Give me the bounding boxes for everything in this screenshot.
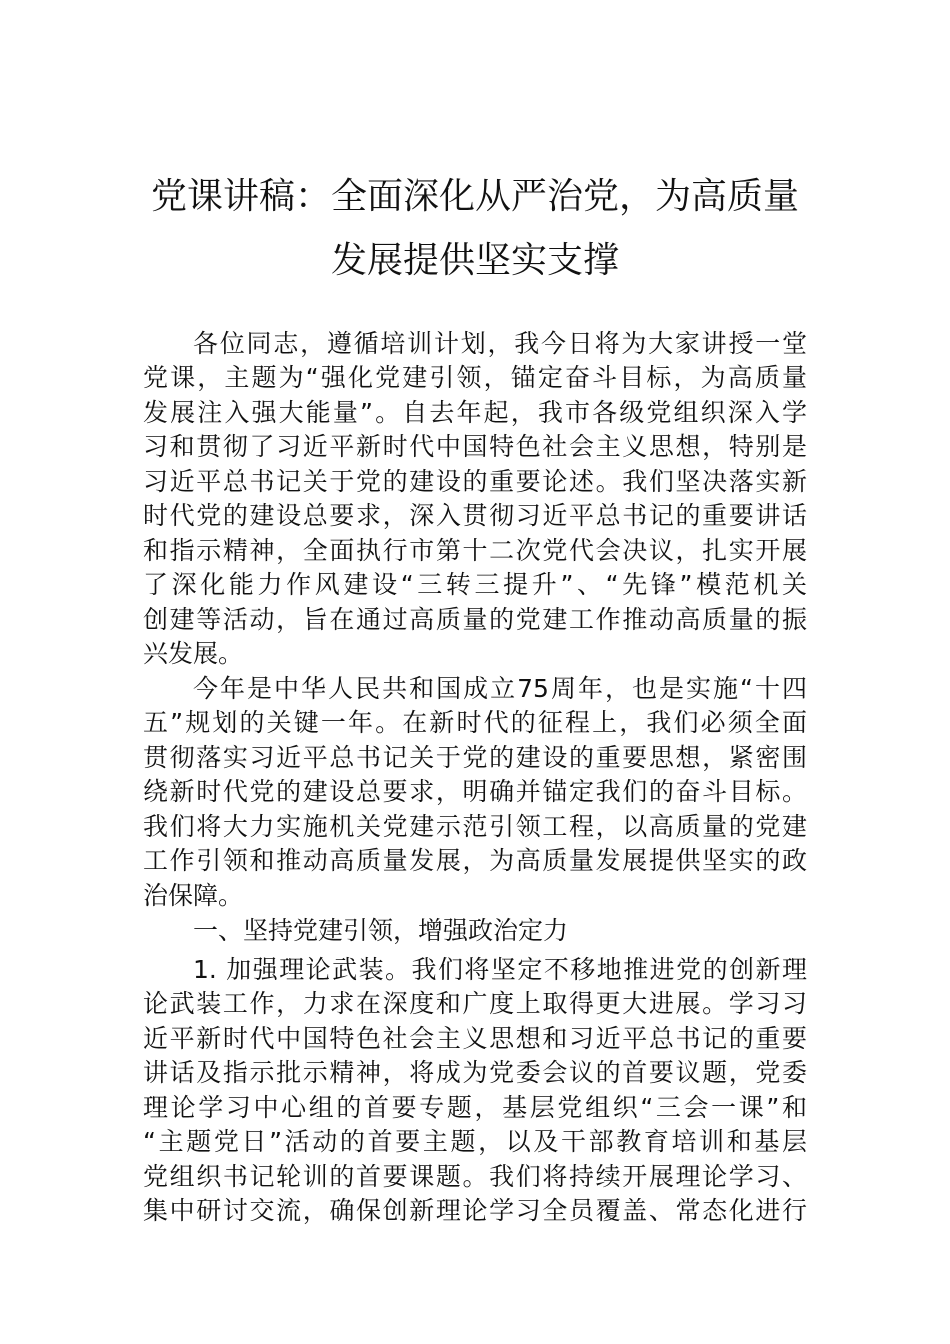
body-line: 讲话及指示批示精神，将成为党委会议的首要议题，党委 — [143, 1058, 807, 1087]
document-title-line-2: 发展提供坚实支撑 — [330, 240, 619, 281]
body-line: 五”规划的关键一年。在新时代的征程上，我们必须全面 — [143, 708, 807, 737]
body-line: 近平新时代中国特色社会主义思想和习近平总书记的重要 — [143, 1024, 807, 1053]
body-line: 1. 加强理论武装。我们将坚定不移地推进党的创新理 — [193, 955, 807, 984]
body-line: 党组织书记轮训的首要课题。我们将持续开展理论学习、 — [143, 1162, 807, 1191]
body-line: 创建等活动，旨在通过高质量的党建工作推动高质量的振 — [143, 605, 807, 634]
body-line: 时代党的建设总要求，深入贯彻习近平总书记的重要讲话 — [143, 501, 807, 530]
body-line: 发展注入强大能量”。自去年起，我市各级党组织深入学 — [143, 398, 807, 427]
body-line: 工作引领和推动高质量发展，为高质量发展提供坚实的政 — [143, 846, 807, 875]
body-line: 各位同志，遵循培训计划，我今日将为大家讲授一堂 — [193, 329, 807, 358]
body-line: 集中研讨交流，确保创新理论学习全员覆盖、常态化进行 — [143, 1196, 807, 1225]
body-line: 理论学习中心组的首要专题，基层党组织“三会一课”和 — [143, 1093, 807, 1122]
body-line: 和指示精神，全面执行市第十二次党代会决议，扎实开展 — [143, 536, 807, 565]
section-heading: 一、坚持党建引领，增强政治定力 — [193, 916, 569, 945]
document-title-line-1: 党课讲稿：全面深化从严治党，为高质量 — [150, 176, 799, 217]
body-line: 今年是中华人民共和国成立75周年，也是实施“十四 — [193, 674, 807, 703]
body-line: 党课，主题为“强化党建引领，锚定奋斗目标，为高质量 — [143, 363, 807, 392]
body-line: 绕新时代党的建设总要求，明确并锚定我们的奋斗目标。 — [143, 777, 807, 806]
body-line: “主题党日”活动的首要主题，以及干部教育培训和基层 — [143, 1127, 807, 1156]
body-line: 习近平总书记关于党的建设的重要论述。我们坚决落实新 — [143, 467, 807, 496]
body-line: 习和贯彻了习近平新时代中国特色社会主义思想，特别是 — [143, 432, 807, 461]
body-line: 了深化能力作风建设“三转三提升”、“先锋”模范机关 — [143, 570, 807, 599]
body-line: 贯彻落实习近平总书记关于党的建设的重要思想，紧密围 — [143, 743, 807, 772]
body-line: 论武装工作，力求在深度和广度上取得更大进展。学习习 — [143, 989, 807, 1018]
body-line: 治保障。 — [143, 881, 244, 910]
body-line: 我们将大力实施机关党建示范引领工程，以高质量的党建 — [143, 812, 807, 841]
body-line: 兴发展。 — [143, 639, 244, 668]
